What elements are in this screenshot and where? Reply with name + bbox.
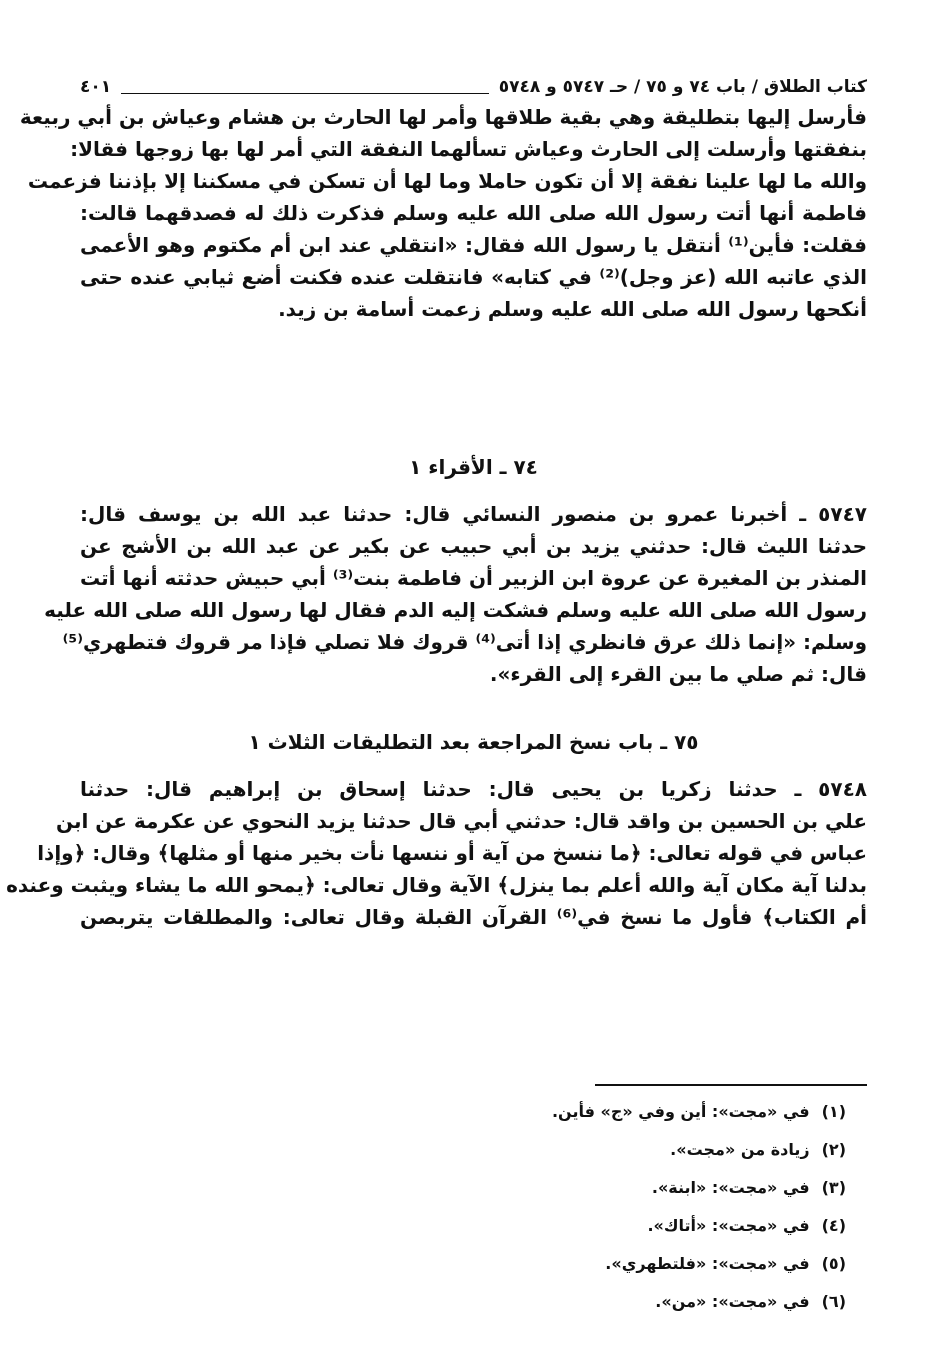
footnote-text: في «مجت»: «فلتطهري».: [605, 1254, 810, 1273]
hadith-line: المنذر بن المغيرة عن عروة ابن الزبير أن فاطمة بنت⁽³⁾ أبي حبيش حدثته أنها أتت: [80, 566, 868, 590]
hadith-line: بدلنا آية مكان آية والله أعلم بما ينزل﴾ الآية وقال تعالى: ﴿يمحو الله ما يشاء ويثبت وعنده: [6, 873, 867, 897]
hadith-line: عباس في قوله تعالى: ﴿ما ننسخ من آية أو ننسها نأت بخير منها أو مثلها﴾ وقال: ﴿وإذا: [37, 841, 867, 865]
footnote-text: في «مجت»: «ابنة».: [651, 1178, 810, 1197]
footnote-text: في «مجت»: «من».: [655, 1292, 810, 1311]
hadith-line: علي بن الحسين بن واقد قال: حدثني أبي قال حدثنا يزيد النحوي عن عكرمة عن ابن: [55, 809, 867, 833]
hadith-line: وسلم: «إنما ذلك عرق فانظري إذا أتى⁽⁴⁾ قروك فلا تصلي فإذا مر قروك فتطهري⁽⁵⁾: [62, 630, 867, 654]
footnote-divider: [595, 1084, 867, 1086]
hadith-line: رسول الله صلى الله عليه وسلم فشكت إليه الدم فقال لها رسول الله صلى الله عليه: [44, 598, 867, 622]
intro-line: والله ما لها علينا نفقة إلا أن تكون حاملا وما لها أن تسكن في مسكننا إلا بإذننا فزعمت: [27, 169, 867, 193]
footnote: [652, 1178, 846, 1197]
footnote-text: في «مجت»: «أتاك».: [647, 1216, 810, 1235]
hadith-line: حدثنا الليث قال: حدثني يزيد بن أبي حبيب عن بكير عن عبد الله بن الأشج عن: [80, 534, 867, 558]
footnote-text: في «مجت»: أين وفي «ج» فأين.: [551, 1102, 810, 1121]
section-heading-75: ٧٥ ـ باب نسخ المراجعة بعد التطليقات الثلاث ١: [248, 730, 699, 754]
intro-line: بنفقتها وأرسلت إلى الحارث وعياش تسألهما النفقة التي أمر لها بها زوجها فقالا:: [70, 137, 867, 161]
intro-line: أنكحها رسول الله صلى الله عليه وسلم زعمت أسامة بن زيد.: [278, 297, 867, 321]
intro-line: فقلت: فأين⁽¹⁾ أنتقل يا رسول الله فقال: «انتقلي عند ابن أم مكتوم وهو الأعمى: [80, 233, 867, 257]
running-header: [80, 72, 867, 102]
page-number: ٤٠١: [80, 77, 112, 97]
section-heading-74: ٧٤ ـ الأقراء ١: [409, 455, 538, 479]
footnote-number: (١): [821, 1102, 846, 1121]
header-rule: [121, 81, 489, 94]
hadith-line: قال: ثم صلي ما بين القرء إلى القرء».: [489, 662, 867, 686]
footnote: [605, 1254, 846, 1273]
hadith-line: ٥٧٤٧ ـ أخبرنا عمرو بن منصور النسائي قال: حدثنا عبد الله بن يوسف قال:: [80, 502, 867, 526]
footnote-number: (٥): [821, 1254, 846, 1273]
footnote: [670, 1140, 846, 1159]
footnote-number: (٤): [821, 1216, 846, 1235]
hadith-line: أم الكتاب﴾ فأول ما نسخ في⁽⁶⁾ القرآن القبلة وقال تعالى: والمطلقات يتربصن: [80, 905, 867, 929]
footnote: [647, 1216, 846, 1235]
header-title: كتاب الطلاق / باب ٧٤ و ٧٥ / حـ ٥٧٤٧ و ٥٧٤٨: [498, 77, 867, 97]
footnote: [552, 1102, 846, 1121]
footnote-number: (٢): [821, 1140, 846, 1159]
hadith-line: ٥٧٤٨ ـ حدثنا زكريا بن يحيى قال: حدثنا إسحاق بن إبراهيم قال: حدثنا: [80, 777, 867, 801]
footnote-number: (٣): [821, 1178, 846, 1197]
footnote-number: (٦): [821, 1292, 846, 1311]
intro-line: الذي عاتبه الله (عز وجل)⁽²⁾ في كتابه» فانتقلت عنده فكنت أضع ثيابي عنده حتى: [80, 265, 867, 289]
intro-line: فأرسل إليها بتطليقة وهي بقية طلاقها وأمر لها الحارث بن هشام وعياش بن أبي ربيعة: [19, 105, 867, 129]
footnote: [655, 1292, 846, 1311]
footnote-text: زيادة من «مجت».: [670, 1140, 810, 1159]
intro-line: فاطمة أنها أتت رسول الله صلى الله عليه وسلم فذكرت ذلك له فصدقهما قالت:: [80, 201, 867, 225]
